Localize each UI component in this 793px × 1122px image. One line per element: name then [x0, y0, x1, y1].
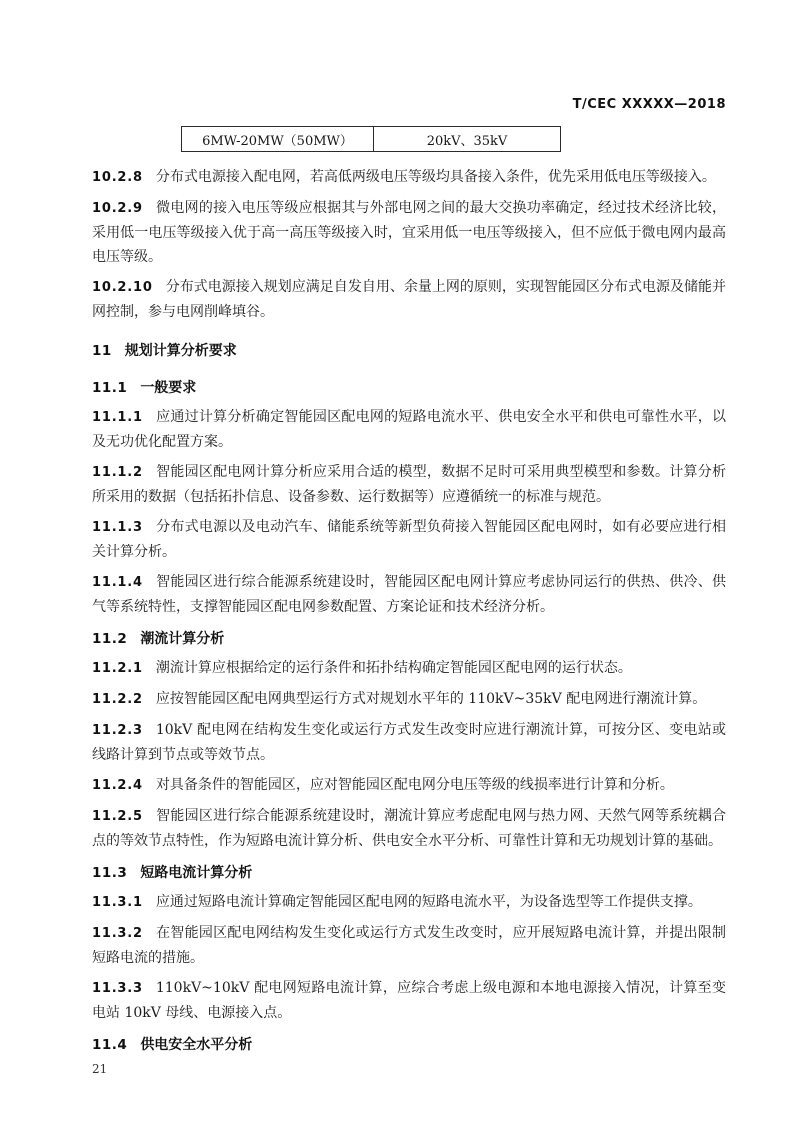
clause-number: 11.4: [92, 1037, 128, 1053]
section-heading-11.1: [92, 376, 726, 400]
clause-11.2.3: [92, 718, 726, 767]
clause-text: 短路电流计算分析: [140, 865, 253, 881]
clause-11.1.3: [92, 515, 726, 564]
clause-11.3.1: [92, 890, 726, 915]
clause-text: 10kV 配电网在结构发生变化或运行方式发生改变时应进行潮流计算，可按分区、变电站或线路计算到节点或等效节点。: [92, 722, 726, 763]
clause-text: 智能园区进行综合能源系统建设时，潮流计算应考虑配电网与热力网、天然气网等系统耦合点的等效节点特性，作为短路电流计算分析、供电安全水平分析、可靠性计算和无功规划计算的基础。: [92, 808, 726, 849]
clause-number: 11.1: [92, 380, 128, 396]
clause-text: 一般要求: [140, 380, 197, 396]
clause-number: 11.1.1: [92, 410, 143, 425]
table-cell-voltage-levels: 20kV、35kV: [426, 133, 508, 149]
clause-number: 11.3.3: [92, 981, 143, 996]
clause-11.3.2: [92, 921, 726, 970]
clause-text: 微电网的接入电压等级应根据其与外部电网之间的最大交换功率确定，经过技术经济比较，采用低一电压等级接入优于高一高压等级接入时，宜采用低一电压等级接入，但不应低于微电网内最高电压等级。: [92, 200, 726, 265]
clause-11.2.5: [92, 804, 726, 853]
clause-11.2.4: [92, 773, 726, 798]
page-number: 21: [92, 1062, 108, 1076]
section-heading-11.3: [92, 861, 726, 885]
clause-number: 11.2.5: [92, 809, 143, 824]
clause-number: 10.2.9: [92, 201, 143, 216]
clause-number: 10.2.8: [92, 170, 143, 185]
clause-number: 11.1.2: [92, 465, 143, 480]
table-fragment: [181, 126, 561, 152]
clause-11.2.2: [92, 687, 726, 712]
clause-11.1.1: [92, 405, 726, 454]
clause-number: 11.2: [92, 631, 128, 647]
clause-10.2.9: [92, 196, 726, 269]
clause-10.2.8: [92, 165, 726, 190]
page-body: [92, 165, 726, 1076]
clause-text: 应通过计算分析确定智能园区配电网的短路电流水平、供电安全水平和供电可靠性水平，以及无功优化配置方案。: [92, 409, 726, 450]
clause-number: 11.1.4: [92, 575, 143, 590]
clause-11.3.3: [92, 976, 726, 1025]
document-body: [92, 165, 726, 1057]
clause-number: 10.2.10: [92, 280, 153, 295]
clause-11.1.2: [92, 460, 726, 509]
clause-text: 分布式电源接入规划应满足自发自用、余量上网的原则，实现智能园区分布式电源及储能并网控制，参与电网削峰填谷。: [92, 279, 726, 320]
section-heading-11.4: [92, 1033, 726, 1057]
clause-number: 11.2.3: [92, 723, 143, 738]
clause-text: 分布式电源以及电动汽车、储能系统等新型负荷接入智能园区配电网时，如有必要应进行相关计算分析。: [92, 519, 726, 560]
clause-text: 规划计算分析要求: [124, 343, 237, 359]
clause-text: 智能园区进行综合能源系统建设时，智能园区配电网计算应考虑协同运行的供热、供冷、供气等系统特性，支撑智能园区配电网参数配置、方案论证和技术经济分析。: [92, 574, 726, 615]
clause-number: 11.2.1: [92, 661, 143, 676]
doc-number: T/CEC XXXXX—2018: [572, 97, 726, 112]
clause-number: 11.2.2: [92, 692, 143, 707]
clause-10.2.10: [92, 275, 726, 324]
clause-text: 110kV~10kV 配电网短路电流计算，应综合考虑上级电源和本地电源接入情况，计算至变电站 10kV 母线、电源接入点。: [92, 980, 726, 1021]
clause-number: 11: [92, 343, 112, 359]
clause-number: 11.3.2: [92, 926, 143, 941]
clause-text: 供电安全水平分析: [140, 1037, 253, 1053]
clause-number: 11.3.1: [92, 895, 143, 910]
clause-text: 在智能园区配电网结构发生变化或运行方式发生改变时，应开展短路电流计算，并提出限制短路电流的措施。: [92, 925, 726, 966]
clause-text: 应通过短路电流计算确定智能园区配电网的短路电流水平，为设备选型等工作提供支撑。: [155, 894, 702, 910]
section-heading-11: [92, 339, 726, 363]
clause-text: 对具备条件的智能园区，应对智能园区配电网分电压等级的线损率进行计算和分析。: [155, 777, 674, 793]
table-cell-capacity-range: 6MW-20MW（50MW）: [182, 127, 374, 151]
clause-11.1.4: [92, 570, 726, 619]
clause-11.2.1: [92, 656, 726, 681]
clause-number: 11.2.4: [92, 778, 143, 793]
clause-text: 潮流计算应根据给定的运行条件和拓扑结构确定智能园区配电网的运行状态。: [155, 660, 632, 676]
clause-text: 智能园区配电网计算分析应采用合适的模型，数据不足时可采用典型模型和参数。计算分析所采用的数据（包括拓扑信息、设备参数、运行数据等）应遵循统一的标准与规范。: [92, 464, 726, 505]
section-heading-11.2: [92, 627, 726, 651]
clause-number: 11.1.3: [92, 520, 143, 535]
clause-text: 潮流计算分析: [140, 631, 225, 647]
clause-text: 分布式电源接入配电网，若高低两级电压等级均具备接入条件，优先采用低电压等级接入。: [155, 169, 716, 185]
clause-number: 11.3: [92, 865, 128, 881]
clause-text: 应按智能园区配电网典型运行方式对规划水平年的 110kV~35kV 配电网进行潮流计算。: [155, 691, 707, 707]
